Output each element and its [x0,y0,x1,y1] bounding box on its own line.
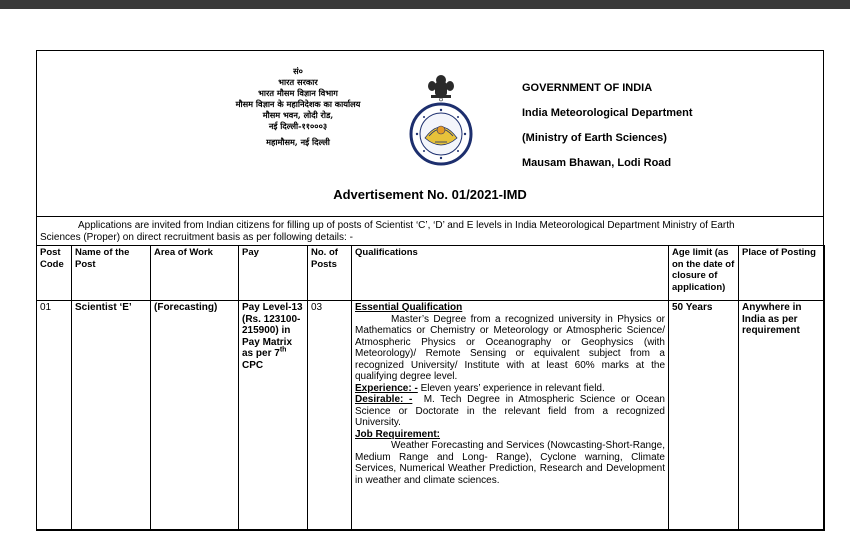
header-post-code: Post Code [37,246,72,301]
experience-heading: Experience: - [355,382,418,394]
pay-superscript: th [279,346,287,354]
header-divider [36,216,824,217]
cell-no-of-posts: 03 [308,301,352,531]
pay-suffix: CPC [242,359,264,371]
table-row [37,301,825,531]
gov-line: GOVERNMENT OF INDIA [522,82,653,94]
cell-qualifications [352,301,669,531]
imd-emblem-icon [405,72,477,166]
desirable-line [355,394,665,429]
hindi-line: महामौसम, नई दिल्ली [266,137,330,147]
header-pay: Pay [239,246,308,301]
intro-line: Applications are invited from Indian citizens for filling up of posts of Scientist ‘C’, ‘D’ and E levels in India Meteorological Department Ministry of Earth [78,220,735,231]
table-header-row [37,246,825,301]
cell-post-code: 01 [37,301,72,531]
desirable-heading: Desirable: - [355,394,413,405]
advertisement-title: Advertisement No. 01/2021-IMD [333,187,527,202]
hindi-line: भारत सरकार [278,77,318,87]
header-age-limit: Age limit (as on the date of closure of application) [669,246,739,301]
gov-line: India Meteorological Department [522,107,693,119]
intro-line: Sciences (Proper) on direct recruitment basis as per following details: - [40,232,353,243]
job-requirement-body: Weather Forecasting and Services (Nowcasting-Short-Range, Medium Range and Long- Range), Cyclone warning, Climate Services, Numerical Weather Prediction, Research and Development in weather and climate sciences. [355,440,665,486]
experience-line [355,383,665,395]
header-name-of-post: Name of the Post [72,246,151,301]
cell-area-of-work: (Forecasting) [151,301,239,531]
gov-line: (Ministry of Earth Sciences) [522,132,667,144]
header-no-of-posts: No. of Posts [308,246,352,301]
hindi-line: सं० [293,66,303,76]
cell-age-limit: 50 Years [669,301,739,531]
hindi-address-block [180,66,416,148]
cell-pay [239,301,308,531]
header-area-of-work: Area of Work [151,246,239,301]
job-requirement-text [355,440,665,486]
job-requirement-heading: Job Requirement: [355,428,441,440]
hindi-line: भारत मौसम विज्ञान विभाग [258,88,338,98]
header-place-of-posting: Place of Posting [739,246,825,301]
government-address-block [522,76,693,176]
vacancy-table [36,245,825,531]
cell-name-of-post: Scientist ‘E’ [72,301,151,531]
intro-paragraph [40,220,820,244]
essential-heading: Essential Qualification [355,302,463,313]
hindi-line: मौसम भवन, लोदी रोड, [262,110,334,120]
essential-text [355,314,665,383]
hindi-line: नई दिल्ली-११०००३ [268,121,328,131]
header-qualifications: Qualifications [352,246,669,301]
gov-line: Mausam Bhawan, Lodi Road [522,157,672,169]
pay-text: Pay Level-13 (Rs. 123100-215900) in Pay Matrix as per 7 [242,302,303,359]
hindi-line: मौसम विज्ञान के महानिदेशक का कार्यालय [235,99,361,109]
cell-place-of-posting: Anywhere in India as per requirement [739,301,825,531]
experience-text: Eleven years’ experience in relevant field. [420,382,605,394]
viewer-top-bar [0,0,850,9]
desirable-text: M. Tech Degree in Atmospheric Science or Ocean Science or Doctorate in the relevant field from a recognized University. [355,394,665,428]
essential-text-body: Master’s Degree from a recognized university in Physics or Mathematics or Chemistry or Meteorology or Atmospheric Science/ Atmospheric Physics or Oceanography or Geophysics (with Meteorology)/ Remote Sensing or equivalent subject from a recognized University/ Institute with at least 60% marks at the qualifying degree level. [355,313,665,382]
